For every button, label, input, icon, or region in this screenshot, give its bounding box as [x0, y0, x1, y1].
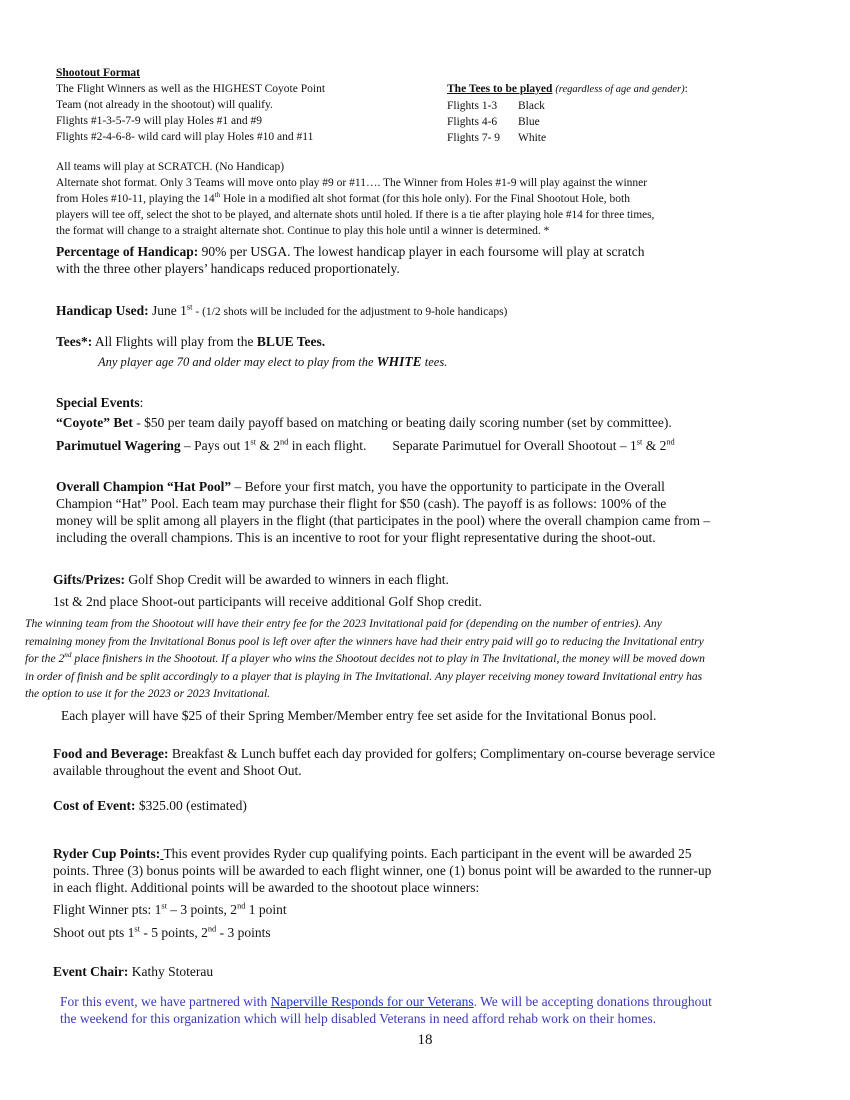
tees-box-colon: : — [684, 83, 688, 95]
bonus-pool-set-aside: Each player will have $25 of their Spring Member/Member entry fee set aside for the Invitational Bonus pool. — [61, 708, 657, 723]
special-events-heading: Special Events — [56, 395, 140, 410]
tee-row-color: Black — [518, 100, 545, 112]
ryder-line: in each flight. Additional points will be awarded to the shootout place winners: — [53, 880, 480, 895]
handicap-used-section: Handicap Used: June 1st - (1/2 shots will be included for the adjustment to 9-hole handicaps) — [56, 302, 508, 318]
scratch-line: from Holes #10-11, playing the 14th Hole in a modified alt shot format (for this hole only). For the Final Shootout Hole, both — [56, 191, 630, 205]
ryder-label: Ryder Cup Points: — [53, 846, 161, 861]
percentage-label: Percentage of Handicap: — [56, 244, 199, 259]
food-beverage-section: Food and Beverage: Breakfast & Lunch buffet each day provided for golfers; Complimentary on-course beverage service available throughout the event and Shoot Out. — [53, 745, 833, 779]
shootout-line: Flights #1-3-5-7-9 will play Holes #1 and #9 — [56, 115, 263, 127]
cost-of-event-section — [53, 797, 453, 814]
special-events-section: Special Events: “Coyote” Bet - $50 per team daily payoff based on matching or beating daily scoring number (set by committee). Parimutuel Wagering – Pays out 1st & 2nd in each flight. Separate Parimutuel for Overall Shootout – 1st & 2nd — [56, 394, 826, 454]
tees-age-note: Any player age 70 and older may elect to play from the WHITE tees. — [98, 354, 448, 369]
tee-row — [447, 130, 787, 146]
shootout-line: Team (not already in the shootout) will qualify. — [56, 99, 273, 111]
scratch-line: players will tee off, select the shot to be played, and alternate shots until holed. If there is a tie after playing hole #14 for three times, — [56, 209, 655, 221]
handicap-used-label: Handicap Used: — [56, 303, 149, 318]
veterans-link[interactable]: Naperville Responds for our Veterans — [270, 994, 474, 1009]
tees-box-heading-line — [447, 81, 787, 98]
shootout-line: The Flight Winners as well as the HIGHEST Coyote Point — [56, 83, 326, 95]
event-chair-name: Kathy Stoterau — [128, 964, 214, 979]
partner-line2: the weekend for this organization which will help disabled Veterans in need afford rehab work on their homes. — [60, 1011, 657, 1026]
food-label: Food and Beverage: — [53, 746, 169, 761]
ryder-line: points. Three (3) bonus points will be awarded to each flight winner, one (1) bonus point will be awarded to the runner-up — [53, 863, 712, 878]
gifts-prizes-section: Gifts/Prizes: Golf Shop Credit will be awarded to winners in each flight. 1st & 2nd place Shoot-out participants will receive additional Golf Shop credit. — [53, 571, 833, 610]
tee-row — [447, 114, 787, 130]
shootout-format-heading: Shootout Format — [56, 67, 141, 79]
tee-row-color: White — [518, 132, 547, 144]
shootout-format-section — [56, 65, 436, 145]
hat-pool-line: including the overall champions. This is an incentive to root for your flight representative during the shoot-out. — [56, 530, 656, 545]
percentage-text: 90% per USGA. The lowest handicap player in each foursome will play at scratch — [198, 244, 645, 259]
tee-row-flights: Flights 4-6 — [447, 116, 498, 128]
percentage-text-line2: with the three other players’ handicaps reduced proportionately. — [56, 261, 400, 276]
scratch-format-section — [56, 159, 816, 239]
handicap-used-note: - (1/2 shots will be included for the adjustment to 9-hole handicaps) — [192, 306, 508, 318]
page-number: 18 — [417, 1032, 433, 1048]
tee-row-flights: Flights 1-3 — [447, 100, 498, 112]
hat-pool-label: Overall Champion “Hat Pool” — [56, 479, 232, 494]
shootout-line: Flights #2-4-6-8- wild card will play Holes #10 and #11 — [56, 131, 314, 143]
tees-text: All Flights will play from the — [92, 334, 257, 349]
hat-pool-line: money will be split among all players in the flight (that participates in the pool) where the overall champion came from – — [56, 513, 711, 528]
hat-pool-line: Champion “Hat” Pool. Each team may purchase their flight for $50 (cash). The payoff is as follows: 100% of the — [56, 496, 667, 511]
event-chair-label: Event Chair: — [53, 964, 129, 979]
flight-winner-points: Flight Winner pts: 1st – 3 points, 2nd 1 point — [53, 901, 287, 917]
scratch-line: the format will change to a straight alternate shot. Continue to play this hole until a winner is determined. * — [56, 225, 550, 237]
scratch-line: All teams will play at SCRATCH. (No Handicap) — [56, 161, 285, 173]
parimutuel-line: Parimutuel Wagering – Pays out 1st & 2nd in each flight. Separate Parimutuel for Overall Shootout – 1st & 2nd — [56, 437, 675, 453]
scratch-line: Alternate shot format. Only 3 Teams will move onto play #9 or #11…. The Winner from Holes #1-9 will play against the winner — [56, 177, 648, 189]
tees-label: Tees*: — [56, 334, 93, 349]
cost-value: $325.00 (estimated) — [135, 798, 247, 813]
tees-box-note: (regardless of age and gender) — [555, 84, 685, 95]
tee-row-color: Blue — [518, 116, 540, 128]
tees-box-heading: The Tees to be played — [447, 83, 553, 95]
partner-note-section: For this event, we have partnered with Naperville Responds for our Veterans. We will be accepting donations throughout the weekend for this organization which will help disabled Veterans in need afford rehab work on their homes. — [60, 993, 835, 1027]
tees-blue: BLUE Tees. — [256, 334, 326, 349]
gifts-shootout-credit: 1st & 2nd place Shoot-out participants will receive additional Golf Shop credit. — [53, 594, 482, 609]
ryder-cup-section: Ryder Cup Points: This event provides Ryder cup qualifying points. Each participant in the event will be awarded 25 points. Three (3) bonus points will be awarded to each flight winner, one (1) bonus point will be awarded to the runner-up in each flight. Additional points will be awarded to the shootout place winners: Flight Winner pts: 1st – 3 points, 2nd 1 point Shoot out pts 1st - 5 points, 2nd - 3 points — [53, 845, 833, 941]
tees-to-be-played-section — [447, 81, 787, 146]
tees-section — [56, 333, 816, 371]
tee-row — [447, 98, 787, 114]
event-chair-section — [53, 963, 453, 980]
shootout-points: Shoot out pts 1st - 5 points, 2nd - 3 points — [53, 924, 271, 940]
tee-row-flights: Flights 7- 9 — [447, 132, 501, 144]
invitational-bonus-note: The winning team from the Shootout will have their entry fee for the 2023 Invitational paid for (depending on the number of entries). Any remaining money from the Invitational Bonus pool is left over after the winners have had their entry paid will go to reducing the Invitational entry for the 2nd place finishers in the Shootout. If a player who wins the Shootout decides not to play in The Invitational, the money will be moved down in order of finish and be split accordingly to a player that is playing in The Invitational. Any player receiving money toward Invitational entry has the option to use it for the 2023 or 2023 Invitational. — [25, 617, 705, 700]
coyote-bet-line: “Coyote” Bet - $50 per team daily payoff based on matching or beating daily scoring number (set by committee). — [56, 415, 672, 430]
handicap-used-date: June 1 — [148, 303, 187, 318]
cost-label: Cost of Event: — [53, 798, 136, 813]
hat-pool-section: Overall Champion “Hat Pool” – Before your first match, you have the opportunity to participate in the Overall Champion “Hat” Pool. Each team may purchase their flight for $50 (cash). The payoff is as follows: 100% of the money will be split among all players in the flight (that participates in the pool) where the overall champion came from – including the overall champions. This is an incentive to root for your flight representative during the shoot-out. — [56, 478, 826, 546]
gifts-label: Gifts/Prizes: — [53, 572, 125, 587]
food-line2: available throughout the event and Shoot Out. — [53, 763, 302, 778]
percentage-of-handicap-section — [56, 243, 816, 277]
